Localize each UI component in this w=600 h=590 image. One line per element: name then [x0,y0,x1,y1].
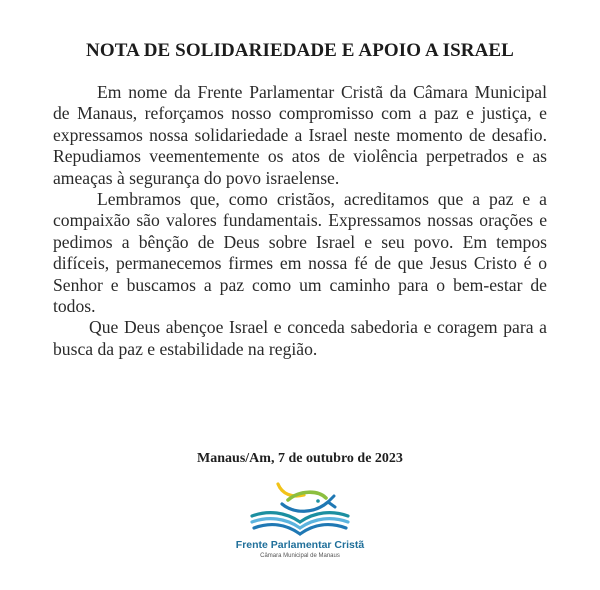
paragraph-2: Lembramos que, como cristãos, acreditamos que a paz e a compaixão são valores fundamentais. Expressamos nossas orações e pedimos a bênção de Deus sobre Israel e seu povo. Em tempos difíceis, permanecemos firmes em nossa fé de que Jesus Cristo é o Senhor e buscamos a paz como um caminho para o bem-estar de todos. [53,189,547,317]
logo [230,476,370,576]
paragraph-1: Em nome da Frente Parlamentar Cristã da Câmara Municipal de Manaus, reforçamos nosso compromisso com a paz e justiça, e expressamos nossa solidariedade a Israel neste momento de desafio. Repudiamos veementemente os atos de violência perpetrados e as ameaças à segurança do povo israelense. [53,82,547,188]
document-body [53,82,547,360]
logo-name: Frente Parlamentar Cristã [235,539,365,551]
open-book-fish-icon [248,476,352,538]
paragraph-3: Que Deus abençoe Israel e conceda sabedoria e coragem para a busca da paz e estabilidade na região. [53,317,547,359]
date-signature: Manaus/Am, 7 de outubro de 2023 [197,451,403,466]
logo-subtitle: Câmara Municipal de Manaus [260,553,340,559]
document-title: NOTA DE SOLIDARIEDADE E APOIO A ISRAEL [86,40,514,61]
